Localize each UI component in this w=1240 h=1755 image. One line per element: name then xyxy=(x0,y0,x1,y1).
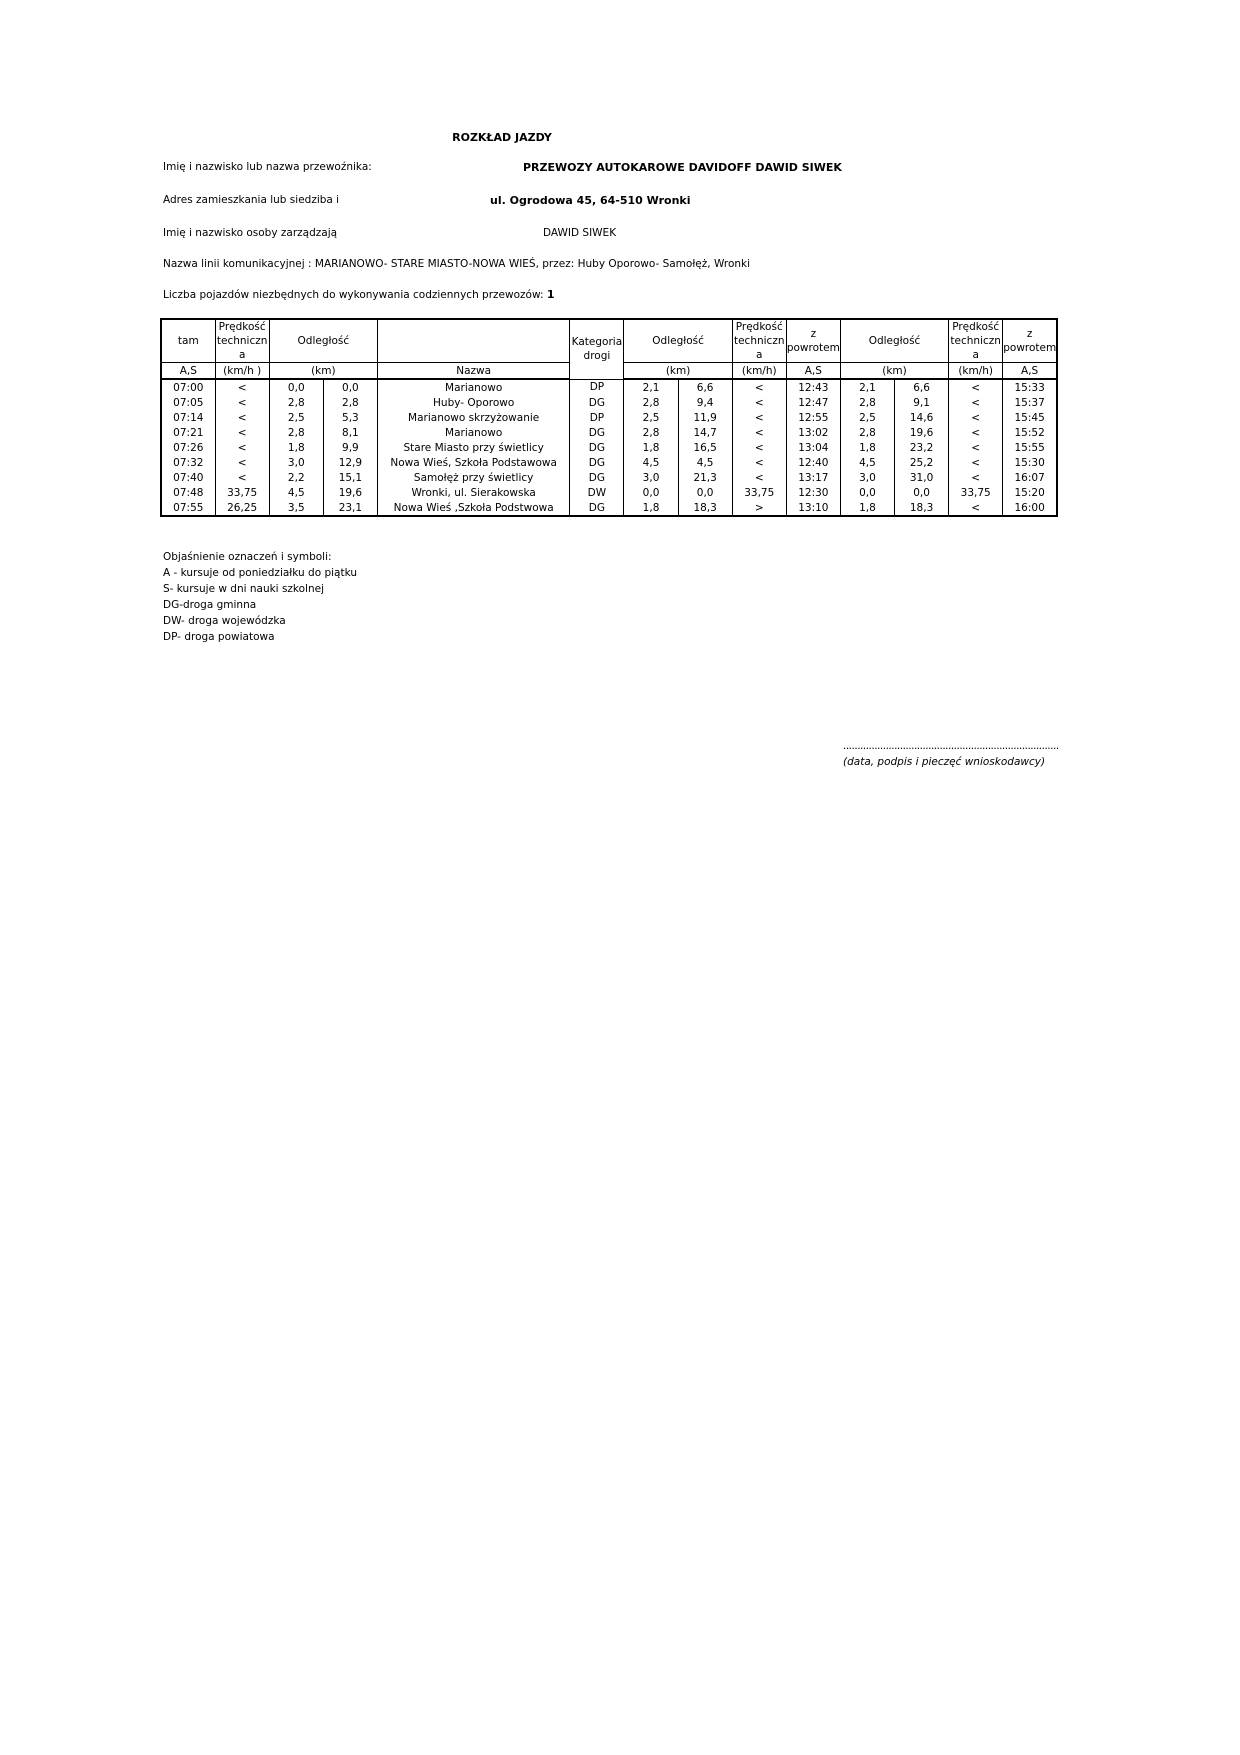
address-line xyxy=(163,194,691,207)
header-text: a xyxy=(238,349,246,361)
table-cell: 9,4 xyxy=(678,395,732,410)
table-cell: Nowa Wieś ,Szkoła Podstwowa xyxy=(377,500,569,516)
table-cell: Marianowo skrzyżowanie xyxy=(377,410,569,425)
header-text: techniczn xyxy=(216,335,268,347)
table-cell: 2,5 xyxy=(624,410,678,425)
table-cell: 0,0 xyxy=(895,485,949,500)
manager-label: Imię i nazwisko osoby zarządzają xyxy=(163,227,338,239)
table-cell: Marianowo xyxy=(377,425,569,440)
table-cell: 2,1 xyxy=(840,379,894,395)
table-cell: 2,5 xyxy=(840,410,894,425)
table-cell: 13:10 xyxy=(786,500,840,516)
table-cell: 2,8 xyxy=(323,395,377,410)
table-cell: 25,2 xyxy=(895,455,949,470)
table-cell: 1,8 xyxy=(624,500,678,516)
table-cell: 2,8 xyxy=(269,395,323,410)
subheader-tam: A,S xyxy=(161,363,215,380)
header-text: Prędkość xyxy=(218,321,266,333)
table-cell: 1,8 xyxy=(840,440,894,455)
table-cell: < xyxy=(949,379,1003,395)
header-text: powrotem xyxy=(1003,342,1057,354)
table-cell: 12:30 xyxy=(786,485,840,500)
table-row xyxy=(161,410,1057,425)
subheader-distance-1: (km) xyxy=(269,363,377,380)
address-label: Adres zamieszkania lub siedziba i xyxy=(163,194,340,206)
header-text: Kategoria xyxy=(571,336,623,349)
legend-item: DG-droga gminna xyxy=(163,599,257,611)
table-cell: < xyxy=(215,470,269,485)
table-cell: 9,9 xyxy=(323,440,377,455)
table-cell: 6,6 xyxy=(895,379,949,395)
table-cell: 1,8 xyxy=(624,440,678,455)
subheader-name: Nazwa xyxy=(377,363,569,380)
table-cell: 4,5 xyxy=(840,455,894,470)
table-cell: 2,2 xyxy=(269,470,323,485)
table-cell: 14,7 xyxy=(678,425,732,440)
table-cell: 4,5 xyxy=(624,455,678,470)
table-cell: 15:33 xyxy=(1003,379,1057,395)
table-cell: 2,8 xyxy=(840,425,894,440)
table-cell: 4,5 xyxy=(269,485,323,500)
table-cell: < xyxy=(732,379,786,395)
table-cell: DP xyxy=(570,379,624,395)
table-cell: < xyxy=(949,455,1003,470)
table-cell: < xyxy=(732,425,786,440)
table-cell: < xyxy=(215,410,269,425)
table-cell: < xyxy=(732,455,786,470)
subheader-back-1: A,S xyxy=(786,363,840,380)
table-cell: 15:45 xyxy=(1003,410,1057,425)
table-cell: < xyxy=(215,395,269,410)
table-cell: < xyxy=(215,379,269,395)
table-cell: 21,3 xyxy=(678,470,732,485)
table-cell: 16:00 xyxy=(1003,500,1057,516)
header-speed-2 xyxy=(732,319,786,363)
table-cell: < xyxy=(949,395,1003,410)
table-cell: 15:20 xyxy=(1003,485,1057,500)
table-cell: 0,0 xyxy=(269,379,323,395)
table-cell: 16,5 xyxy=(678,440,732,455)
line-name: Nazwa linii komunikacyjnej : MARIANOWO- STARE MIASTO-NOWA WIEŚ, przez: Huby Oporowo- Samołęż, Wronki xyxy=(163,258,751,270)
table-cell: < xyxy=(732,470,786,485)
header-speed-1 xyxy=(215,319,269,363)
table-cell: < xyxy=(215,440,269,455)
table-row xyxy=(161,425,1057,440)
table-cell: 33,75 xyxy=(732,485,786,500)
table-cell: Stare Miasto przy świetlicy xyxy=(377,440,569,455)
table-cell: 8,1 xyxy=(323,425,377,440)
table-cell: 12:47 xyxy=(786,395,840,410)
table-cell: 12:55 xyxy=(786,410,840,425)
table-cell: 07:55 xyxy=(161,500,215,516)
table-cell: 0,0 xyxy=(323,379,377,395)
vehicles-value: 1 xyxy=(546,288,555,301)
table-cell: < xyxy=(949,470,1003,485)
table-cell: Marianowo xyxy=(377,379,569,395)
legend-item: DP- droga powiatowa xyxy=(163,631,275,643)
table-cell: 6,6 xyxy=(678,379,732,395)
table-cell: 2,8 xyxy=(840,395,894,410)
header-text: Prędkość xyxy=(952,321,1000,333)
table-row xyxy=(161,485,1057,500)
header-category xyxy=(570,319,624,379)
header-text: Prędkość xyxy=(735,321,783,333)
table-cell: 0,0 xyxy=(840,485,894,500)
table-cell: 2,8 xyxy=(269,425,323,440)
signature-line: ............................................................................ xyxy=(843,740,1059,752)
legend-item: S- kursuje w dni nauki szkolnej xyxy=(163,583,325,595)
subheader-back-2: A,S xyxy=(1003,363,1057,380)
table-cell: 07:00 xyxy=(161,379,215,395)
legend-item: DW- droga wojewódzka xyxy=(163,615,286,627)
header-text: powrotem xyxy=(786,342,840,354)
table-cell: DG xyxy=(570,470,624,485)
table-cell: 12:40 xyxy=(786,455,840,470)
table-cell: Nowa Wieś, Szkoła Podstawowa xyxy=(377,455,569,470)
table-cell: 4,5 xyxy=(678,455,732,470)
table-cell: < xyxy=(732,440,786,455)
table-cell: 9,1 xyxy=(895,395,949,410)
subheader-distance-3: (km) xyxy=(840,363,948,380)
document-title: ROZKŁAD JAZDY xyxy=(452,131,552,144)
header-distance-1: Odległość xyxy=(269,319,377,363)
legend-item: A - kursuje od poniedziałku do piątku xyxy=(163,567,357,579)
table-cell: 2,1 xyxy=(624,379,678,395)
header-back-1 xyxy=(786,319,840,363)
vehicles-line xyxy=(163,288,555,301)
table-cell: < xyxy=(949,410,1003,425)
table-cell: < xyxy=(215,425,269,440)
table-cell: DW xyxy=(570,485,624,500)
table-cell: 14,6 xyxy=(895,410,949,425)
table-cell: 2,8 xyxy=(624,425,678,440)
table-cell: < xyxy=(949,425,1003,440)
table-cell: < xyxy=(732,410,786,425)
manager-value: DAWID SIWEK xyxy=(543,227,617,239)
table-cell: 16:07 xyxy=(1003,470,1057,485)
table-cell: DG xyxy=(570,440,624,455)
table-cell: 12:43 xyxy=(786,379,840,395)
table-cell: 15:37 xyxy=(1003,395,1057,410)
table-cell: 3,5 xyxy=(269,500,323,516)
table-cell: 18,3 xyxy=(895,500,949,516)
table-cell: DG xyxy=(570,500,624,516)
table-cell: 07:32 xyxy=(161,455,215,470)
signature-caption: (data, podpis i pieczęć wnioskodawcy) xyxy=(843,756,1046,768)
header-speed-3 xyxy=(949,319,1003,363)
table-cell: 0,0 xyxy=(624,485,678,500)
header-text: a xyxy=(756,349,763,361)
table-cell: 07:40 xyxy=(161,470,215,485)
table-cell: 11,9 xyxy=(678,410,732,425)
table-cell: 2,5 xyxy=(269,410,323,425)
table-cell: < xyxy=(215,455,269,470)
header-name-blank xyxy=(377,319,569,363)
table-cell: 07:21 xyxy=(161,425,215,440)
table-row xyxy=(161,379,1057,395)
table-cell: Samołęż przy świetlicy xyxy=(377,470,569,485)
table-cell: 15:30 xyxy=(1003,455,1057,470)
table-cell: 1,8 xyxy=(269,440,323,455)
header-distance-3: Odległość xyxy=(840,319,948,363)
table-cell: 18,3 xyxy=(678,500,732,516)
table-cell: 5,3 xyxy=(323,410,377,425)
table-cell: 33,75 xyxy=(949,485,1003,500)
header-text: techniczn xyxy=(733,335,785,347)
table-cell: 15,1 xyxy=(323,470,377,485)
table-cell: 07:48 xyxy=(161,485,215,500)
table-cell: DG xyxy=(570,455,624,470)
table-cell: 19,6 xyxy=(895,425,949,440)
table-row xyxy=(161,470,1057,485)
table-cell: 23,2 xyxy=(895,440,949,455)
table-cell: > xyxy=(732,500,786,516)
table-cell: < xyxy=(949,440,1003,455)
table-cell: Wronki, ul. Sierakowska xyxy=(377,485,569,500)
subheader-speed-2: (km/h) xyxy=(732,363,786,380)
table-cell: 07:14 xyxy=(161,410,215,425)
table-cell: 26,25 xyxy=(215,500,269,516)
carrier-label: Imię i nazwisko lub nazwa przewoźnika: xyxy=(163,161,372,173)
table-cell: 2,8 xyxy=(624,395,678,410)
table-cell: 3,0 xyxy=(624,470,678,485)
table-cell: 23,1 xyxy=(323,500,377,516)
table-cell: 07:05 xyxy=(161,395,215,410)
header-tam: tam xyxy=(161,319,215,363)
table-cell: 33,75 xyxy=(215,485,269,500)
table-cell: < xyxy=(949,500,1003,516)
table-cell: 19,6 xyxy=(323,485,377,500)
carrier-value: PRZEWOZY AUTOKAROWE DAVIDOFF DAWID SIWEK xyxy=(523,161,842,174)
subheader-distance-2: (km) xyxy=(624,363,732,380)
table-cell: 3,0 xyxy=(269,455,323,470)
table-cell: 1,8 xyxy=(840,500,894,516)
table-cell: 0,0 xyxy=(678,485,732,500)
table-cell: 31,0 xyxy=(895,470,949,485)
legend-title: Objaśnienie oznaczeń i symboli: xyxy=(163,551,332,563)
header-distance-2: Odległość xyxy=(624,319,732,363)
header-text: a xyxy=(972,349,979,361)
manager-line xyxy=(163,227,617,239)
header-text: drogi xyxy=(583,350,611,363)
timetable xyxy=(160,318,1058,517)
table-cell: DG xyxy=(570,395,624,410)
timetable-rows xyxy=(161,379,1057,516)
table-cell: 15:52 xyxy=(1003,425,1057,440)
table-cell: 12,9 xyxy=(323,455,377,470)
table-cell: 15:55 xyxy=(1003,440,1057,455)
table-cell: < xyxy=(732,395,786,410)
header-text: z xyxy=(810,328,817,340)
table-cell: DG xyxy=(570,425,624,440)
table-cell: 3,0 xyxy=(840,470,894,485)
table-row xyxy=(161,440,1057,455)
table-cell: DP xyxy=(570,410,624,425)
header-text: z xyxy=(1026,328,1033,340)
header-text: techniczn xyxy=(950,335,1001,347)
table-cell: 13:17 xyxy=(786,470,840,485)
table-row xyxy=(161,395,1057,410)
table-cell: 13:02 xyxy=(786,425,840,440)
carrier-line xyxy=(163,161,842,174)
subheader-speed-1: (km/h ) xyxy=(215,363,269,380)
table-row xyxy=(161,500,1057,516)
address-value: ul. Ogrodowa 45, 64-510 Wronki xyxy=(490,194,691,207)
header-back-2 xyxy=(1003,319,1057,363)
table-cell: Huby- Oporowo xyxy=(377,395,569,410)
table-cell: 13:04 xyxy=(786,440,840,455)
table-row xyxy=(161,455,1057,470)
vehicles-label: Liczba pojazdów niezbędnych do wykonywania codziennych przewozów: xyxy=(163,289,544,301)
subheader-speed-3: (km/h) xyxy=(949,363,1003,380)
table-cell: 07:26 xyxy=(161,440,215,455)
